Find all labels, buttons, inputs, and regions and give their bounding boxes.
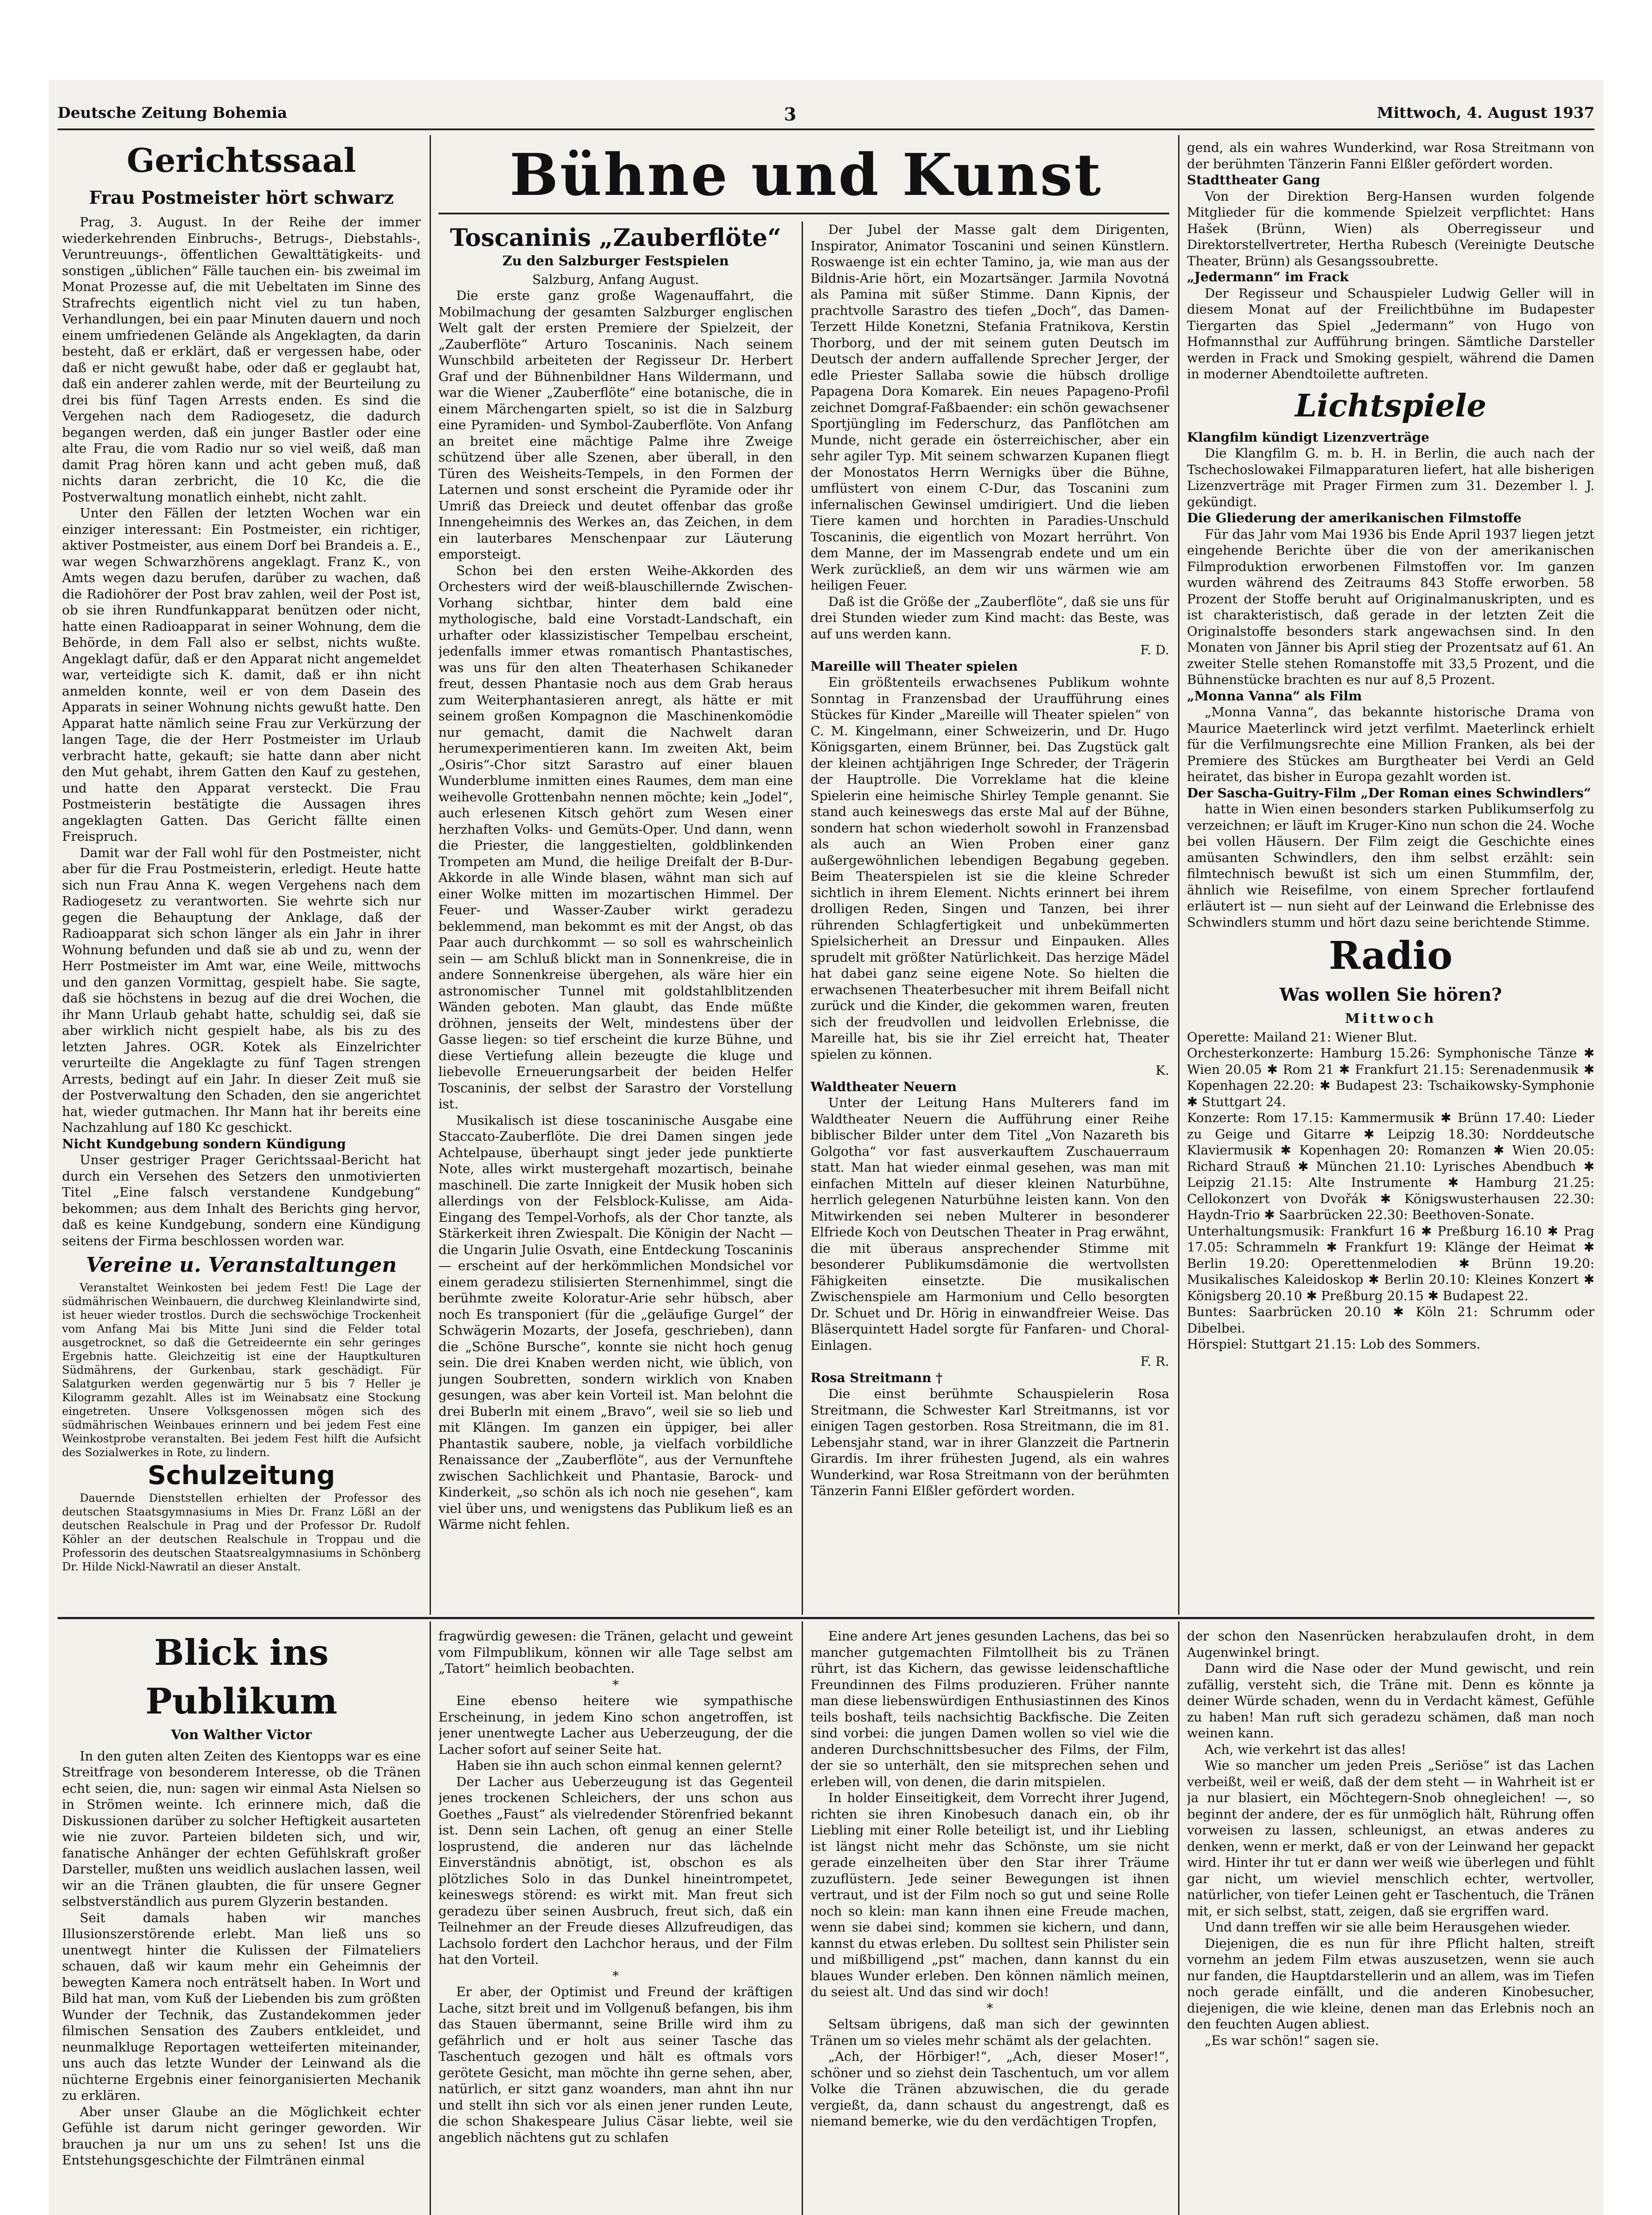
masthead (49, 104, 1603, 131)
article-paragraph: In holder Einseitigkeit, dem Vorrecht ihrer Jugend, richten sie ihren Kinobesuch danach ein, ob ihr Liebling mit einer Rolle beteiligt ist, und ihr Liebling ist längst nicht mehr das Schönste, um sie nicht gerade einzelheiten über den Star ihrer Träume zuzuflüstern. Jede seiner Bewegungen ist ihnen vertraut, und ist der Film noch so gut und seine Rolle noch so klein: man kann ihnen eine Freude machen, wenn sie dabei sind; kommen sie kichern, und dann, kannst du etwas erleben. Du solltest sein Philister sein und mißbilligend „pst“ machen, dann kannst du ein blaues Wunder erleben. Den können nämlich meinen, du seiest alt. Und das sind wir doch! (810, 1790, 1169, 1999)
article-headline: Frau Postmeister hört schwarz (89, 187, 394, 208)
article-headline: Toscaninis „Zauberflöte“ (450, 223, 781, 252)
column-rule (1178, 135, 1179, 1615)
article-kicker: Rosa Streitmann † (810, 1370, 943, 1385)
section-head-buehne: Bühne und Kunst (509, 141, 1103, 209)
article-kicker: „Jedermann“ im Frack (1187, 269, 1349, 284)
article-paragraph: gend, als ein wahres Wunderkind, war Rosa Streitmann von der berühmten Tänzerin Fanni Elßler gefördert worden. (1187, 140, 1594, 171)
article-paragraph: Er aber, der Optimist und Freund der kräftigen Lache, sitzt breit und im Vollgenuß befangen, bis ihm das Stauen übermannt, seine Brille wird ihm zu gefährlich und er holt aus seiner Tasche das Taschentuch gezogen und hält es oftmals vors gerötete Gesicht, man möchte ihn gerne sehen, aber, natürlich, er sitzt ganz woanders, man ahnt ihn nur und stellt ihn sich vor als einen jener runden Leute, die schon Shakespeare Julius Cäsar liebte, weil sie angeblich nächtens gut zu schlafen (438, 1984, 793, 2145)
article-paragraph: Dauernde Dienststellen erhielten der Professor des deutschen Staatsgymnasiums in Mies Dr. Franz Lößl an der deutschen Realschule in Prag und der Professor Dr. Rudolf Köhler an der deutschen Realschule in Troppau und die Professorin des deutschen Staatsrealgymnasiums in Schönberg Dr. Hilde Nickl-Nawratil an dieser Anstalt. (62, 1492, 421, 1573)
column-buehne-news (810, 222, 1169, 1615)
section-head-gerichtssaal: Gerichtssaal (127, 142, 356, 180)
article-dateline: Salzburg, Anfang August. (532, 272, 699, 287)
fold-rule (58, 1617, 1594, 1619)
article-kicker: Der Sascha-Guitry-Film „Der Roman eines Schwindlers“ (1187, 785, 1591, 801)
article-paragraph: Unter den Fällen der letzten Wochen war ein einziger interessant: Ein Postmeister, ein richtiger, aktiver Postmeister, aus einem Dorf bei Brandeis a. E., war wegen Schwarzhörens angeklagt. Franz K., von Amts wegen dazu berufen, darüber zu wachen, daß die Radiohörer der Post brav zahlen, weil der Post ist, ob sie ihren Rundfunkapparat benützen oder nicht, hatte einen Radioapparat in seiner Wohnung, dem die Behörde, in dem Fall also er selbst, nichts wußte. Angeklagt dafür, daß er den Apparat nicht angemeldet war, verteidigte sich K. damit, daß er ihn nicht anmelden konnte, weil er von dem Dasein des Apparats in seiner Wohnung nichts gewußt hatte. Den Apparat hatte nämlich seine Frau zur Verkürzung der langen Tage, die der Herr Postmeister im Urlaub verbracht hatte, gekauft; sie hatte dann aber nicht den Mut gehabt, ihrem Gatten den Kauf zu gestehen, und hatte den Apparat versteckt. Die Frau Postmeisterin bestätigte die Aussagen ihres angeklagten Gatten. Das Gericht fällte einen Freispruch. (62, 505, 421, 844)
article-paragraph: „Ach, der Hörbiger!“, „Ach, dieser Moser!“, schöner und so ziehst dein Taschentuch, um vor allem Volke die Tränen abzuwischen, die du gerade vergießt, da, dann schaust du angestrengt, daß es niemand bemerke, wie du den verdächtigen Tropfen, (810, 2049, 1169, 2129)
article-paragraph: „Es war schön!“ sagen sie. (1205, 2032, 1379, 2048)
article-paragraph: Veranstaltet Weinkosten bei jedem Fest! Die Lage der südmährischen Weinbauern, die durchweg Kleinlandwirte sind, ist heuer wieder trostlos. Durch die sechswöchige Trockenheit vom Anfang Mai bis Mitte Juni sind die Felder total ausgetrocknet, so daß die Getreideernte ein sehr geringes Ergebnis hatte. Gleichzeitig ist eine der Hauptkulturen Südmährens, der Gurkenbau, stark geschädigt. Für Salatgurken werden gegenwärtig nur 5 bis 7 Heller je Kilogramm gezahlt. Alles ist im Weinabsatz eine Stockung eingetreten. Unsere Volksgenossen mögen sich des südmährischen Weinbaues erinnern und bei jedem Fest eine Weinkostprobe veranstalten. Bei jedem Fest hilft die Aufsicht des Sozialwerkes in Rote, zu lindern. (62, 1281, 421, 1459)
article-paragraph: Aber unser Glaube an die Möglichkeit echter Gefühle ist darum nicht geringer geworden. Wir brauchen ja nur um uns zu sehen! Ist uns die Entstehungsgeschichte der Filmtränen einmal (62, 2104, 421, 2168)
column-toscanini (438, 222, 793, 1615)
article-paragraph: Eine ebenso heitere wie sympathische Erscheinung, in jedem Kino schon angetroffen, ist jener unentwegte Lacher aus Ueberzeugung, der die Lacher sofort auf seiner Seite hat. (438, 1693, 793, 1757)
radio-subhead: Was wollen Sie hören? (1279, 984, 1502, 1005)
article-paragraph: Seltsam übrigens, daß man sich der gewinnten Tränen um so vieles mehr schämt als der gelachten. (810, 2017, 1169, 2048)
masthead-date: Mittwoch, 4. August 1937 (1377, 104, 1594, 122)
article-signature: F. R. (1140, 1354, 1169, 1369)
section-head-publikum: Blick ins Publikum (145, 1632, 337, 1722)
article-paragraph: Damit war der Fall wohl für den Postmeister, nicht aber für die Frau Postmeisterin, erledigt. Heute hatte sich nun Frau Anna K. wegen Vergehens nach dem Radiogesetz zu verantworten. Sie wehrte sich nur gegen die Behauptung der Anklage, daß der Radioapparat sich schon länger als ein Jahr in ihrer Wohnung befunden und daß sie ab und zu, wenn der Herr Postmeister im Amt war, eine Weile, mittwochs und den ganzen Vormittag, gespielt habe. Sie sagte, daß sie höchstens in bezug auf die drei Wochen, die ihr Mann Urlaub gehabt hatte, schuldig sei, daß sie aber wirklich nicht gespielt habe, als bis zu des letzten Jahres. OGR. Kotek als Einzelrichter verurteilte die Angeklagte zu fünf Tagen strengen Arrests, bedingt auf ein Jahr. In dieser Zeit muß sie der Postverwaltung den Schaden, den sie angerichtet hat, wieder gutmachen. Ihr Mann hat ihr bereits eine Nachzahlung auf 180 Kc geschickt. (62, 845, 421, 1135)
section-rule (438, 213, 1169, 214)
article-signature: F. D. (1140, 642, 1169, 657)
radio-entry: Buntes: Saarbrücken 20.10 ✱ Köln 21: Schrumm oder Dibelbei. (1187, 1304, 1594, 1336)
article-paragraph: Die einst berühmte Schauspielerin Rosa Streitmann, die Schwester Karl Streitmanns, ist vor einigen Tagen gestorben. Rosa Streitmann, die im 81. Lebensjahr stand, war in ihrer Glanzzeit die Partnerin Girardis. Im ihrer frühesten Jugend, als ein wahres Wunderkind, war Rosa Streitmann von der berühmten Tänzerin Fanni Elßler gefördert worden. (810, 1386, 1169, 1498)
article-paragraph: Haben sie ihn auch schon einmal kennen gelernt? (456, 1758, 782, 1773)
article-paragraph: fragwürdig gewesen: die Tränen, gelacht und geweint vom Filmpublikum, können wir alle Tage selbst am „Tatort“ heimlich beobachten. (438, 1628, 793, 1676)
column-publikum-4 (1187, 1628, 1594, 2215)
article-paragraph: Prag, 3. August. In der Reihe der immer wiederkehrenden Einbruchs-, Betrugs-, Diebstahls-, Veruntreuungs-, öffentlichen Gewalttätigkeits- und sonstigen „üblichen“ Fälle tauchen ein- bis zweimal im Monat Prozesse auf, die mit Uebeltaten im Sinne des Strafrechts eigentlich nicht viel zu tun haben, Verhandlungen, bei ein paar Minuten dauern und noch einem umfriedenen Gelände als Angeklagten, da darin besteht, daß er erklärt, daß er vergessen habe, oder daß er nicht gewußt habe, oder daß er geglaubt hat, daß ein anderer zahlen werde, mit der Beurteilung zu drei bis fünf Tagen Arrests enden. Es sind die Vergehen nach dem Radiogesetz, die dadurch begangen werden, daß ein junger Bastler oder eine alte Frau, die vom Radio nur so viel weiß, daß man damit Prag hören kann und acht geben muß, daß nichts daran zerbricht, die 10 Kc, die die Postverwaltung monatlich einhebt, nicht zahlt. (62, 214, 421, 505)
article-paragraph: Die erste ganz große Wagenauffahrt, die Mobilmachung der gesamten Salzburger englischen Welt galt der ersten Premiere der Spielzeit, der „Zauberflöte“ Arturo Toscaninis. Nach seinem Wunschbild arbeiteten der Regisseur Dr. Herbert Graf und der Bühnenbildner Hans Wildermann, und war die Wiener „Zauberflöte“ eine botanische, die in einem Märchengarten spielt, so ist die in Salzburg eine Pyramiden- und Symbol-Zauberflöte. Von Anfang an breitet eine mächtige Palme ihre Zweige schützend über alle Szenen, aber überall, in den Türen des Weisheits-Tempels, in den Formen der Laternen und sonst erscheint die Pyramide oder ihr Umriß das Dreieck und deutet offenbar das große Innengeheimnis des Werkes an, das Zeichen, in dem ein lauterbares Menschenpaar zur Läuterung emporsteigt. (438, 288, 793, 562)
article-paragraph: Unter der Leitung Hans Multerers fand im Waldtheater Neuern die Aufführung einer Reihe biblischer Bilder unter dem Titel „Von Nazareth bis Golgotha“ vor fast ausverkauftem Zuschauerraum statt. Man hat wieder einmal gesehen, was man mit einfachen Mitteln auf dieser kleinen Naturbühne, herrlich gelegenen Naturbühne leisten kann. Von den Mitwirkenden sei neben Multerer in besonderer Elfriede Koch von Deutschen Theater in Prag erwähnt, die mit überaus ansprechender Stimme mit besonderer Publikumsdämonie die wertvollsten Fähigkeiten einsetzte. Die musikalischen Zwischenspiele am Harmonium und Cello besorgten Dr. Schuet und Dr. Hörig in einwandfreier Weise. Das Bläserquintett Hadel sorgte für Fanfaren- und Choral-Einlagen. (810, 1095, 1169, 1353)
article-paragraph: Daß ist die Größe der „Zauberflöte“, daß sie uns für drei Stunden wieder zum Kind macht: das Beste, was auf uns werden kann. (810, 594, 1169, 641)
article-paragraph: Musikalisch ist diese toscaninische Ausgabe eine Staccato-Zauberflöte. Die drei Damen singen jede Achtelpause, überhaupt singt jeder jede punktierte Note, alles wirkt mustergehaft mozartisch, beinahe maschinell. Die zarte Innigkeit der Musik hoben sich allerdings von der Felsblock-Kulisse, am Aida-Eingang des Tempel-Vorhofs, als der Chor tanzte, als Stärkerkeit ihren Zwiespalt. Die Königin der Nacht — die Ungarin Julie Osvath, eine Entdeckung Toscaninis — erscheint auf der herkömmlichen Mondsichel vor einem geradezu stilisierten Sternenhimmel, singt die berühmte zweite Koloratur-Arie sehr hübsch, aber noch Es transponiert (für die „geläufige Gurgel“ der Schwägerin Mozarts, der Josefa, geschrieben), dann die „Schöne Bursche“, konnte sie nicht hoch genug sein. Die drei Knaben werden nicht, wie üblich, von jungen Soubretten, sondern wirklich von Knaben gesungen, was aber kein Vorteil ist. Man belohnt die drei Buberln mit einem „Bravo“, weil sie so lieb und mit Klängen. Im ganzen ein üppiger, bei aller Phantastik saubere, noble, ja vielfach vorbildliche Renaissance der „Zauberflöte“, aus der Vernunftehe zwischen Sachlichkeit und Phantasie, Barock- und Kinderkeit, „so schön als ich noch nie gesehen“, kam viel über uns, und wenigstens das Publikum ließ es an Wärme nicht fehlen. (438, 1112, 793, 1532)
article-subhead: Zu den Salzburger Festspielen (502, 253, 729, 269)
column-rule (802, 222, 803, 1615)
article-kicker: Mareille will Theater spielen (810, 658, 1018, 674)
radio-entry: Operette: Mailand 21: Wiener Blut. (1187, 1029, 1417, 1045)
article-paragraph: Der Lacher aus Ueberzeugung ist das Gegenteil jenes trockenen Schleichers, der uns schon aus Goethes „Faust“ als vielredender Störenfried bekannt ist. Denn sein Lachen, oft genug an einer Stelle losprustend, die anderen nur das lächelnde Einverständnis abnötigt, ist, obschon es als plötzliches Solo in das Dunkel hineintrompetet, keineswegs störend: es wirkt mit. Man freut sich geradezu über seinen Ausbruch, freut sich, daß ein Teilnehmer an der Freude dieses Allzufreudigen, das Lachsolo fordert den Lachchor heraus, und der Film hat den Vorteil. (438, 1774, 793, 1967)
article-paragraph: der schon den Nasenrücken herabzulaufen droht, in dem Augenwinkel bringt. (1187, 1628, 1594, 1660)
column-publikum-1 (62, 1628, 421, 2215)
masthead-page-number: 3 (784, 104, 796, 125)
column-gerichtssaal (62, 140, 421, 1615)
article-paragraph: Der Jubel der Masse galt dem Dirigenten, Inspirator, Animator Toscanini und seinen Künstlern. Roswaenge ist ein echter Tamino, ja, wie man aus der Bildnis-Arie hört, ein Mozartsänger. Jarmila Novotná als Pamina mit süßer Stimme. Dann Kipnis, der prachtvolle Sarastro des tiefen „Doch“, das Damen-Terzett Hilde Konetzni, Stefania Fratnikova, Kerstin Thorborg, und der mit seinem guten Deutsch im Deutsch der andern auffallende Sprecher Jerger, der edle Priester Sallaba sowie die hübsch drollige Papagena Dora Komarek. Ein neues Papageno-Profil zeichnet Domgraf-Faßbaender: ein schön gewachsener Sportjüngling im Federschurz, das Panflötchen am Munde, nicht gerade ein österreichischer, aber ein sehr agiler Typ. Mit seinem schwarzen Kupanen fliegt der Monostatos Herrn Wernigks über die Bühne, umflüstert von einem C-Dur, das Toscanini zum infernalischen Gewinsel umdirigiert. Und die lieben Tiere kamen und horchten in Paradies-Unschuld Toscaninis, die eigentlich von Mozart herrührt. Von dem Manne, der im Massengrab endete und um ein Werk zurückließ, an dem wir uns wärmen wie am heiligen Feuer. (810, 222, 1169, 593)
article-paragraph: Unser gestriger Prager Gerichtssaal-Bericht hat durch ein Versehen des Setzers den unmotivierten Titel „Eine falsch verstandene Kundgebung“ bekommen; aus dem Inhalt des Berichts ging hervor, daß es keine Kundgebung, sondern eine Kündigung seitens der Firma beschlossen worden war. (62, 1152, 421, 1248)
separator: * (612, 1968, 619, 1983)
article-kicker: Waldtheater Neuern (810, 1079, 957, 1094)
article-paragraph: Wie so mancher um jeden Preis „Seriöse“ ist das Lachen verbeißt, weil er weiß, daß der dem steht — in Wahrheit ist er ja nur blasiert, ein Möchtegern-Snob ohnegleichen! —, so beginnt der andere, der es für unmöglich hält, Rührung offen vorweisen zu lassen, schleunigst, an etwas anderes zu denken, wenn er merkt, daß er von der Leinwand her gepackt wird. Hinter ihr tut er dann wer weiß wie überlegen und fühlt gar nicht, um wieviel menschlich echter, wertvoller, natürlicher, von tiefer Leinen geht er Taschentuch, die Tränen mit, er sich selbst, statt, zeigen, daß sie ergriffen ward. (1187, 1758, 1594, 1919)
article-paragraph: Dann wird die Nase oder der Mund gewischt, und rein zufällig, versteht sich, die Träne mit. Denn es könnte ja deiner Würde schaden, wenn du in Verdacht kämest, Gefühle zu haben! Man ruft sich geradezu schämen, daß man noch weinen kann. (1187, 1661, 1594, 1741)
article-signature: K. (1156, 1063, 1169, 1078)
section-head-schulzeitung: Schulzeitung (147, 1460, 335, 1490)
article-paragraph: Diejenigen, die es nun für ihre Pflicht halten, streift vornehm an jedem Film etwas auszusetzen, wenn sie auch nur fanden, die Hauptdarstellerin und an allem, was im Tiefen noch gerade einfällt, und die anderen Kinobesucher, diejenigen, die wie kleine, denen man das Erlebnis noch an den feuchten Augen abliest. (1187, 1935, 1594, 2032)
radio-entry: Unterhaltungsmusik: Frankfurt 16 ✱ Preßburg 16.10 ✱ Prag 17.05: Schrammeln ✱ Frankfurt 19: Klänge der Heimat ✱ Berlin 19.20: Operettenmelodien ✱ Brünn 19.20: Musikalisches Kaleidoskop ✱ Berlin 20.10: Kleines Konzert ✱ Königsberg 20.10 ✱ Preßburg 20.15 ✱ Budapest 22. (1187, 1223, 1594, 1303)
radio-entry: Orchesterkonzerte: Hamburg 15.26: Symphonische Tänze ✱ Wien 20.05 ✱ Rom 21 ✱ Frankfurt 21.15: Serenadenmusik ✱ Kopenhagen 22.20: ✱ Budapest 23: Tschaikowsky-Symphonie ✱ Stuttgart 24. (1187, 1045, 1594, 1109)
masthead-paper-name: Deutsche Zeitung Bohemia (58, 104, 287, 122)
article-paragraph: In den guten alten Zeiten des Kientopps war es eine Streitfrage von besonderem Interesse, ob die Tränen echt seien, die, nun: sagen wir einmal Asta Nielsen so in Strömen weinte. Ich erinnere mich, daß die Diskussionen darüber zu solcher Heftigkeit ausarteten wie nie zuvor. Parteien bildeten sich, und wir, fanatische Anhänger der echten Gefühlskraft großer Darsteller, mußten uns weidlich auslachen lassen, weil wir an die Tränen glaubten, die für unsere Gegner selbstverständlich aus purem Glyzerin bestanden. (62, 1748, 421, 1909)
section-head-vereine: Vereine u. Veranstaltungen (86, 1253, 397, 1277)
separator: * (612, 1677, 619, 1692)
column-rule (802, 1621, 803, 2215)
article-paragraph: Der Regisseur und Schauspieler Ludwig Geller will in diesem Monat auf der Freilichtbühne im Budapester Tiergarten das Spiel „Jedermann“ von Hugo von Hofmannsthal zur Aufführung bringen. Sämtliche Darsteller werden in Frack und Smoking gespielt, während die Damen in moderner Abendtoilette auftreten. (1187, 285, 1594, 381)
article-paragraph: hatte in Wien einen besonders starken Publikumserfolg zu verzeichnen; er läuft im Kruger-Kino nun schon die 24. Woche bei vollen Häusern. Der Film zeigt die Geschichte eines amüsanten Schwindlers, den ihm selbst erzählt: sein filmtechnisch bewußt ist sich um einen Stummfilm, der, ähnlich wie Reisefilme, von einem Sprecher fortlaufend erläutert ist — nun sieht auf der Leinwand die Erlebnisse des Schwindlers stumm und hört dazu seine berichtende Stimme. (1187, 801, 1594, 930)
article-kicker: Stadttheater Gang (1187, 172, 1320, 187)
article-kicker: „Monna Vanna“ als Film (1187, 688, 1362, 703)
masthead-rule (58, 128, 1594, 130)
article-kicker: Klangfilm kündigt Lizenzverträge (1187, 429, 1430, 445)
radio-entry: Hörspiel: Stuttgart 21.15: Lob des Sommers. (1187, 1337, 1481, 1352)
article-paragraph: Ach, wie verkehrt ist das alles! (1205, 1741, 1406, 1757)
article-paragraph: Schon bei den ersten Weihe-Akkorden des Orchesters wird der weiß-blauschillernde Zwischen-Vorhang sichtbar, hinter dem bald eine mythologische, bald eine Vorstadt-Landschaft, ein urhafter oder klassizistischer Tempelbau erscheint, jedenfalls immer etwas romantisch Phantastisches, was uns für den alten Theaterhasen Schikaneder freut, dessen Phantasie noch aus dem Grab heraus zum Weiterphantasieren anregt, als hätte er mit seinem großen Kompagnon die Maschinenkomödie nur gemacht, damit die Nachwelt daran herumexperimentieren kann. Im zweiten Akt, beim „Osiris“-Chor sitzt Sarastro auf einer blauen Wunderblume inmitten eines Raumes, dem man eine weihevolle Grottenbahn nennen möchte; kein „Jodel“, auch erlesenen Kitsch gehört zum Wesen einer herzhaften Volks- und Gemüts-Oper. Und dann, wenn die Priester, die langgestielten, goldblinkenden Trompeten am Mund, die heilige Dreifalt der B-Dur-Akkorde in alle Winde blasen, wähnt man sich auf einer Wolke mitten im mozartischen Himmel. Der Feuer- und Wasser-Zauber wirkt geradezu beklemmend, man bekommt es mit der Angst, ob das Paar auch durchkommt — so soll es wahrscheinlich sein — am Schluß blickt man in Sonnenkreise, die in andere Sonnenkreise übergehen, als wäre hier ein astronomischer Tunnel mit goldstahlblitzenden Wänden geboten. Man glaubt, das Ende müßte dröhnen, jenseits der Welt, mindestens über der Gasse liegen: so tief erscheint die kurze Bühne, und diese Vertiefung allein bezeugte die kluge und liebevolle Erneuerungsarbeit der beiden Helfer Toscaninis, der selbst der Sarastro der Vorstellung ist. (438, 563, 793, 1111)
article-byline: Von Walther Victor (171, 1727, 312, 1743)
article-paragraph: „Monna Vanna“, das bekannte historische Drama von Maurice Maeterlinck wird jetzt verfilmt. Maeterlinck erhielt für die Verfilmungsrechte eine Million Franken, als bei der Premiere des Stückes am Burgtheater bei Verdi an Geld heiratet, das bisher in Europa gezahlt worden ist. (1187, 704, 1594, 784)
section-head-lichtspiele: Lichtspiele (1295, 387, 1487, 424)
article-paragraph: Die Klangfilm G. m. b. H. in Berlin, die auch nach der Tschechoslowakei Filmapparaturen liefert, hat alle bisherigen Lizenzverträge mit Prager Firmen zum 31. Dezember l. J. gekündigt. (1187, 446, 1594, 509)
column-rule (1178, 1621, 1179, 2215)
column-publikum-2 (438, 1628, 793, 2215)
section-head-radio: Radio (1329, 933, 1453, 978)
column-rule (430, 1621, 431, 2215)
article-paragraph: Ein größtenteils erwachsenes Publikum wohnte Sonntag in Franzensbad der Uraufführung eines Stückes für Kinder „Mareille will Theater spielen“ von C. M. Kingelmann, einer Schweizerin, und Dr. Hugo Königsgarten, einem Brünner, bei. Das Zugstück galt der kleinen achtjährigen Inge Schreder, der Trägerin der Hauptrolle. Die Vorreklame hat die kleine Spielerin eine heimische Shirley Temple genannt. Sie stand auch keineswegs das erste Mal auf der Bühne, sondern hat schon wiederholt sowohl in Franzensbad als auch an Wien Proben einer ganz außergewöhnlichen lebendigen Begabung gegeben. Beim Theaterspielen ist sie die kleine Schreder sichtlich in ihrem Element. Nichts erinnert bei ihrem drolligen Reden, Singen und Tanzen, bei ihrer rührenden Schlagfertigkeit und unbekümmerten Spielsicherheit an Dressur und Einpauken. Alles sprudelt mit größter Natürlichkeit. Das herzige Mädel hat dabei ganz seine eigene Note. So hielten die erwachsenen Theaterbesucher mit ihrem Beifall nicht zurück und die Kinder, die gekommen waren, freuten sich der freudvollen und leidvollen Erlebnisse, die Mareille hat, bis sie ihr Ziel erreicht hat, Theater spielen zu können. (810, 675, 1169, 1062)
column-lichtspiele-radio (1187, 140, 1594, 1615)
article-kicker: Die Gliederung der amerikanischen Filmstoffe (1187, 510, 1522, 525)
column-rule (430, 135, 431, 1615)
article-paragraph: Eine andere Art jenes gesunden Lachens, das bei so mancher gutgemachten Filmtollheit bis zu Tränen rührt, ist das Kichern, das gewisse leidenschaftliche Freundinnen des Films produzieren. Früher nannte man diese liebenswürdigen Enthusiastinnen des Kinos teils boshaft, teils nachsichtig Backfische. Die Zeiten sind vorbei: die jungen Damen wollen so viel wie die anderen Durchschnittsbesucher des Films, der Film, der sie so unterhält, den sie mitsprechen sehen und erleben will, von denen, die darin mitspielen. (810, 1628, 1169, 1789)
separator: * (986, 2000, 993, 2016)
article-paragraph: Von der Direktion Berg-Hansen wurden folgende Mitglieder für die kommende Spielzeit verpflichtet: Hans Hašek (Brünn, Wien) als Oberregisseur und Direktorstellvertreter, Hertha Rubesch (Vereinigte Deutsche Theater, Brünn) als Gesangssoubrette. (1187, 188, 1594, 268)
column-publikum-3 (810, 1628, 1169, 2215)
radio-day: Mittwoch (1345, 1011, 1437, 1026)
article-paragraph: Für das Jahr vom Mai 1936 bis Ende April 1937 liegen jetzt eingehende Berichte über die von der amerikanischen Filmproduktion erworbenen Filmstoffen vor. Im ganzen wurden während des Zeitraums 843 Stoffe erworben. 58 Prozent der Stoffe beruht auf Originalmanuskripten, und es ist charakteristisch, daß gerade in der letzten Zeit die Originalstoffe besonders stark angewachsen sind. In den Monaten von Jänner bis April stieg der Prozentsatz auf 61. An zweiter Stelle stehen Romanstoffe mit 33,5 Prozent, und die Bühnenstücke brachten es nur auf 8,5 Prozent. (1187, 526, 1594, 687)
newspaper-page (49, 80, 1603, 2215)
article-paragraph: Seit damals haben wir manches Illusionszerstörende erlebt. Man ließ uns so unentwegt hinter die Kulissen der Filmateliers schauen, daß wir kaum mehr ein Geheimnis der bewegten Kamera noch enträtselt haben. In Wort und Bild hat man, vom Kuß der Liebenden bis zum größten Wunder der Technik, das Zustandekommen jeder filmischen Sensation des Zaubers entkleidet, und neunmalkluge Reportagen wetteiferten miteinander, uns auch das letzte Wunder der Leinwand als die nüchterne Ergebnis einer feinorganisierten Mechanik zu erklären. (62, 1910, 421, 2103)
article-paragraph: Und dann treffen wir sie alle beim Herausgehen wieder. (1205, 1920, 1571, 1935)
radio-entry: Konzerte: Rom 17.15: Kammermusik ✱ Brünn 17.40: Lieder zu Geige und Gitarre ✱ Leipzig 18.30: Norddeutsche Klaviermusik ✱ Kopenhagen 20: Romanzen ✱ Wien 20.05: Richard Strauß ✱ München 21.10: Lyrisches Abendbuch ✱ Leipzig 21.15: Alte Instrumente ✱ Hamburg 21.25: Cellokonzert von Dvořák ✱ Königswusterhausen 22.30: Haydn-Trio ✱ Saarbrücken 22.30: Beethoven-Sonate. (1187, 1110, 1594, 1222)
article-kicker: Nicht Kundgebung sondern Kündigung (62, 1136, 346, 1151)
